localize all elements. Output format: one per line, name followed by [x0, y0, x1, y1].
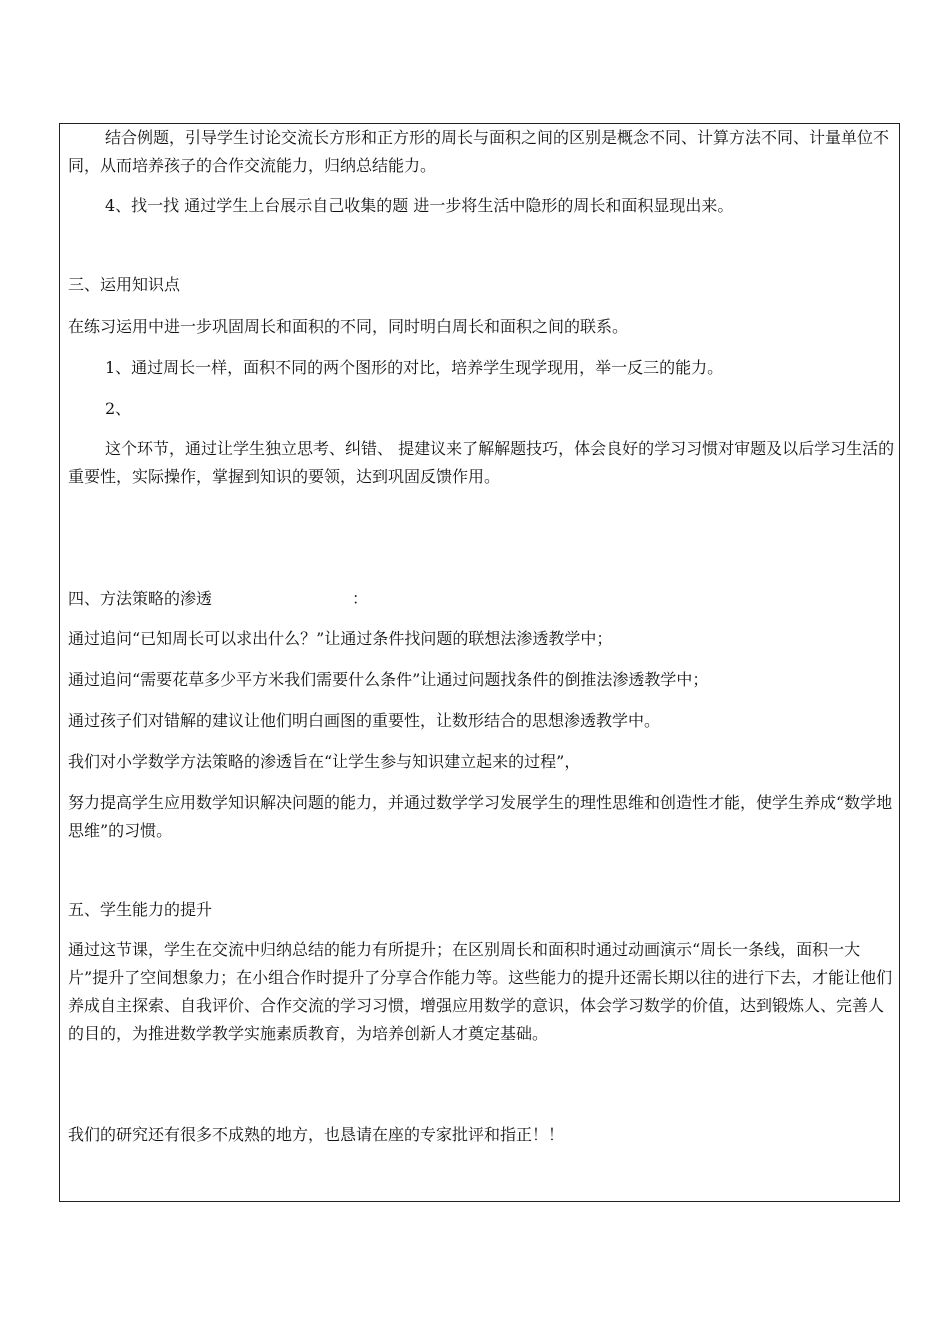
section-heading-4-colon: ：: [352, 589, 369, 608]
paragraph-strategy-4: 我们对小学数学方法策略的渗透旨在“让学生参与知识建立起来的过程”，: [68, 752, 581, 771]
paragraph-strategy-2: 通过追问“需要花草多少平方米我们需要什么条件”让通过问题找条件的倒推法渗透教学中；: [68, 670, 709, 689]
section-heading-3: 三、运用知识点: [68, 275, 181, 294]
section-heading-4: [68, 585, 898, 613]
section-heading-4-text: 四、方法策略的渗透: [68, 589, 213, 608]
paragraph-ability: 通过这节课，学生在交流中归纳总结的能力有所提升；在区别周长和面积时通过动画演示“周长一条线，面积一大片”提升了空间想象力；在小组合作时提升了分享合作能力等。这些能力的提升还需长期以往的进行下去，才能让他们养成自主探索、自我评价、合作交流的学习习惯，增强应用数学的意识，体会学习数学的价值，达到锻炼人、完善人的目的，为推进数学教学实施素质教育，为培养创新人才奠定基础。: [68, 940, 893, 1043]
paragraph-closing: 我们的研究还有很多不成熟的地方，也恳请在座的专家批评和指正！！: [68, 1125, 565, 1144]
section-heading-5: 五、学生能力的提升: [68, 900, 213, 919]
paragraph-strategy-1: 通过追问“已知周长可以求出什么？”让通过条件找问题的联想法渗透教学中；: [68, 629, 613, 648]
paragraph-summary-comparison: 结合例题，引导学生讨论交流长方形和正方形的周长与面积之间的区别是概念不同、计算方法不同、计量单位不同，从而培养孩子的合作交流能力，归纳总结能力。: [68, 128, 890, 175]
paragraph-practice-2: 2、: [105, 399, 132, 418]
paragraph-practice-intro: 在练习运用中进一步巩固周长和面积的不同，同时明白周长和面积之间的联系。: [68, 317, 629, 336]
paragraph-find-activity: 4、找一找 通过学生上台展示自己收集的题 进一步将生活中隐形的周长和面积显现出来。: [105, 196, 734, 215]
paragraph-practice-summary: 这个环节，通过让学生独立思考、纠错、 提建议来了解解题技巧，体会良好的学习习惯对审题及以后学习生活的重要性，实际操作，掌握到知识的要领，达到巩固反馈作用。: [68, 439, 895, 486]
paragraph-strategy-3: 通过孩子们对错解的建议让他们明白画图的重要性，让数形结合的思想渗透教学中。: [68, 711, 661, 730]
paragraph-practice-1: 1、通过周长一样，面积不同的两个图形的对比，培养学生现学现用，举一反三的能力。: [105, 358, 724, 377]
paragraph-strategy-5: 努力提高学生应用数学知识解决问题的能力，并通过数学学习发展学生的理性思维和创造性才能，使学生养成“数学地思维”的习惯。: [68, 793, 893, 840]
